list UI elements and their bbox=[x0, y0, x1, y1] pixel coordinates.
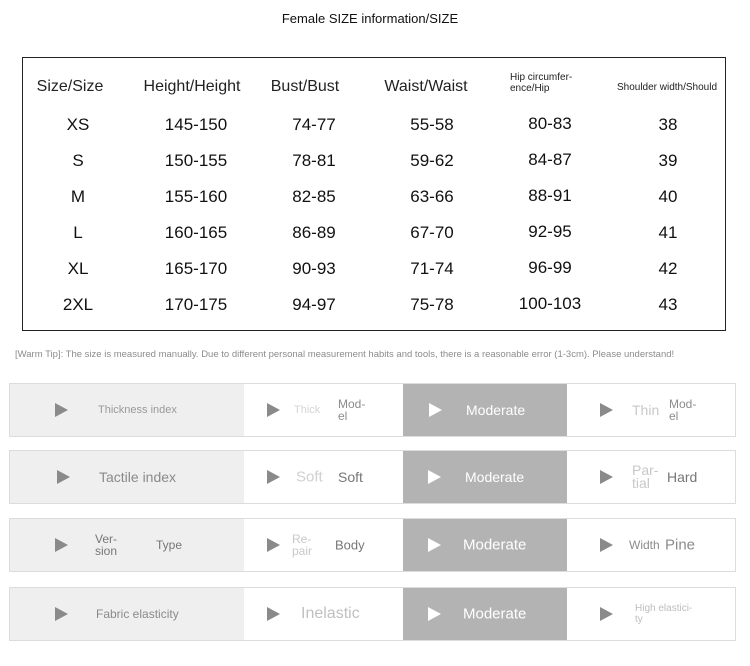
thickness-option-thick[interactable] bbox=[244, 384, 403, 436]
cell-height: 160-165 bbox=[164, 223, 228, 242]
cell-height: 150-155 bbox=[164, 151, 228, 170]
tactile-index-row bbox=[9, 450, 736, 504]
play-triangle-icon bbox=[600, 470, 613, 484]
header-height: Height/Height bbox=[143, 78, 241, 95]
cell-bust: 82-85 bbox=[292, 187, 336, 206]
option-partial-line1: Par- bbox=[632, 462, 659, 478]
tactile-option-soft[interactable] bbox=[244, 451, 403, 503]
option-model-line1: Mod- bbox=[338, 397, 366, 411]
elasticity-option-high[interactable] bbox=[567, 588, 735, 640]
play-triangle-icon bbox=[55, 538, 68, 552]
cell-hip: 92-95 bbox=[528, 222, 572, 241]
thickness-option-thin[interactable] bbox=[567, 384, 735, 436]
cell-shoulder: 40 bbox=[658, 187, 678, 206]
fabric-elasticity-row bbox=[9, 587, 736, 641]
header-shoulder: Shoulder width/Should bbox=[616, 82, 718, 93]
option-model-label bbox=[669, 398, 696, 422]
option-moderate-label: Moderate bbox=[463, 536, 527, 554]
version-option-width-pine[interactable] bbox=[567, 519, 735, 571]
version-option-moderate-selected[interactable] bbox=[403, 519, 567, 571]
play-triangle-icon bbox=[428, 538, 441, 552]
option-high-elasticity-label bbox=[635, 603, 692, 625]
cell-height: 165-170 bbox=[164, 259, 228, 278]
cell-size: 2XL bbox=[62, 295, 94, 314]
cell-height: 170-175 bbox=[164, 295, 228, 314]
option-partial-label bbox=[632, 464, 658, 490]
play-triangle-icon bbox=[267, 607, 280, 621]
option-repair-line2: pair bbox=[292, 544, 313, 558]
play-triangle-icon bbox=[57, 470, 70, 484]
cell-waist: 67-70 bbox=[410, 223, 454, 242]
header-hip-line2: ence/Hip bbox=[510, 83, 550, 94]
cell-waist: 55-58 bbox=[410, 115, 454, 134]
play-triangle-icon bbox=[55, 403, 68, 417]
elasticity-option-inelastic[interactable] bbox=[244, 588, 403, 640]
play-triangle-icon bbox=[428, 607, 441, 621]
elasticity-option-moderate-selected[interactable] bbox=[403, 588, 567, 640]
option-repair-label bbox=[292, 533, 312, 557]
option-model-label bbox=[338, 398, 365, 422]
header-size: Size/Size bbox=[36, 78, 104, 95]
cell-hip: 80-83 bbox=[528, 114, 572, 133]
cell-size: XS bbox=[66, 115, 90, 134]
cell-shoulder: 43 bbox=[658, 295, 678, 314]
option-model-line1: Mod- bbox=[669, 397, 697, 411]
cell-hip: 84-87 bbox=[528, 150, 572, 169]
thickness-index-label: Thickness index bbox=[98, 404, 177, 416]
cell-height: 145-150 bbox=[164, 115, 228, 134]
option-repair-line1: Re- bbox=[292, 532, 312, 546]
cell-size: L bbox=[73, 223, 83, 242]
option-partial-line2: tial bbox=[632, 475, 650, 491]
version-type-row bbox=[9, 518, 736, 572]
option-model-line2: el bbox=[669, 409, 679, 423]
cell-waist: 75-78 bbox=[410, 295, 454, 314]
cell-height: 155-160 bbox=[164, 187, 228, 206]
cell-shoulder: 41 bbox=[658, 223, 678, 242]
cell-waist: 59-62 bbox=[410, 151, 454, 170]
header-hip bbox=[510, 72, 572, 94]
cell-size: M bbox=[70, 187, 86, 206]
header-waist: Waist/Waist bbox=[384, 78, 468, 95]
cell-size: S bbox=[72, 151, 84, 170]
option-hard-label: Hard bbox=[667, 469, 698, 485]
version-label bbox=[95, 533, 117, 557]
option-moderate-label: Moderate bbox=[466, 402, 526, 418]
size-table bbox=[22, 57, 726, 331]
play-triangle-icon bbox=[600, 538, 613, 552]
option-width-label: Width bbox=[629, 538, 660, 552]
cell-bust: 94-97 bbox=[292, 295, 336, 314]
thickness-index-label-cell bbox=[10, 384, 244, 436]
header-bust: Bust/Bust bbox=[270, 78, 340, 95]
cell-hip: 88-91 bbox=[528, 186, 572, 205]
option-moderate-label: Moderate bbox=[465, 469, 525, 485]
page-title: Female SIZE information/SIZE bbox=[281, 11, 459, 26]
cell-bust: 74-77 bbox=[292, 115, 336, 134]
fabric-elasticity-label-cell bbox=[10, 588, 244, 640]
cell-waist: 63-66 bbox=[410, 187, 454, 206]
play-triangle-icon bbox=[267, 403, 280, 417]
cell-shoulder: 42 bbox=[658, 259, 678, 278]
cell-hip: 96-99 bbox=[528, 258, 572, 277]
option-pine-label: Pine bbox=[665, 536, 696, 554]
play-triangle-icon bbox=[428, 470, 441, 484]
option-soft-label: Soft bbox=[338, 469, 363, 485]
cell-size: XL bbox=[67, 259, 89, 278]
cell-shoulder: 39 bbox=[658, 151, 678, 170]
play-triangle-icon bbox=[267, 538, 280, 552]
fabric-elasticity-label: Fabric elasticity bbox=[96, 607, 179, 621]
tactile-option-moderate-selected[interactable] bbox=[403, 451, 567, 503]
cell-hip: 100-103 bbox=[518, 294, 582, 313]
warm-tip: [Warm Tip]: The size is measured manually. Due to different personal measurement habits and tools, there is a reasonable error (1-3cm). Please understand! bbox=[15, 349, 675, 360]
option-body-label: Body bbox=[335, 537, 365, 553]
option-high-elasticity-line2: ty bbox=[635, 614, 643, 625]
play-triangle-icon bbox=[600, 403, 613, 417]
play-triangle-icon bbox=[429, 403, 442, 417]
option-high-elasticity-line1: High elastici- bbox=[635, 603, 693, 614]
play-triangle-icon bbox=[55, 607, 68, 621]
thickness-option-moderate-selected[interactable] bbox=[403, 384, 567, 436]
option-inelastic-label: Inelastic bbox=[301, 605, 360, 622]
cell-bust: 90-93 bbox=[292, 259, 336, 278]
type-label: Type bbox=[156, 538, 183, 552]
tactile-index-label-cell bbox=[10, 451, 244, 503]
thickness-index-row bbox=[9, 383, 736, 437]
cell-bust: 78-81 bbox=[292, 151, 336, 170]
option-model-line2: el bbox=[338, 409, 348, 423]
header-hip-line1: Hip circumfer- bbox=[510, 72, 573, 83]
tactile-option-hard[interactable] bbox=[567, 451, 735, 503]
version-label-line1: Ver- bbox=[95, 532, 118, 546]
option-thin-label: Thin bbox=[632, 402, 660, 418]
option-soft-label: Soft bbox=[296, 468, 323, 486]
cell-waist: 71-74 bbox=[410, 259, 454, 278]
play-triangle-icon bbox=[600, 607, 613, 621]
version-label-line2: sion bbox=[95, 544, 118, 558]
option-thick-label: Thick bbox=[294, 404, 321, 416]
cell-shoulder: 38 bbox=[658, 115, 678, 134]
play-triangle-icon bbox=[267, 470, 280, 484]
version-type-label-cell bbox=[10, 519, 244, 571]
option-moderate-label: Moderate bbox=[463, 605, 527, 623]
cell-bust: 86-89 bbox=[292, 223, 336, 242]
version-option-repair-body[interactable] bbox=[244, 519, 403, 571]
tactile-index-label: Tactile index bbox=[99, 469, 177, 485]
